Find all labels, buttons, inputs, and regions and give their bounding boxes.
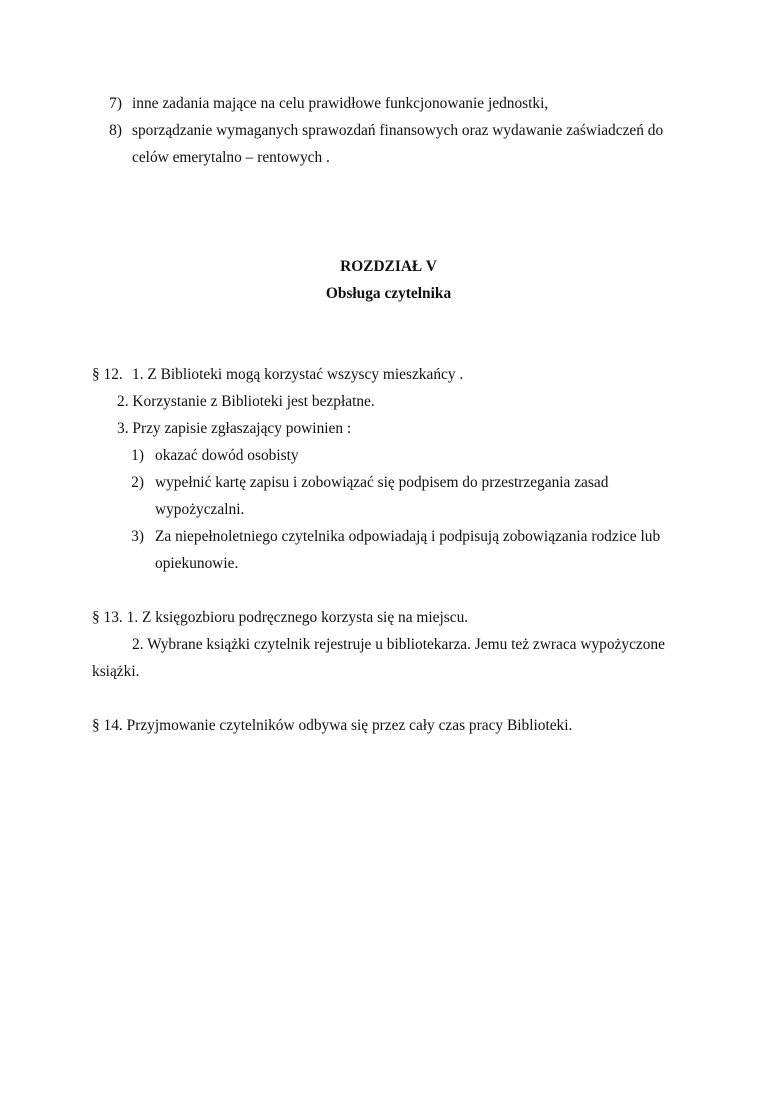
list-number: 7) [109, 95, 122, 112]
list-item-text-continued: celów emerytalno – rentowych . [132, 149, 330, 166]
paragraph: 2. Korzystanie z Biblioteki jest bezpłatne. [117, 393, 375, 410]
list-item-text: okazać dowód osobisty [155, 447, 299, 464]
paragraph: § 14. Przyjmowanie czytelników odbywa się przez cały czas pracy Biblioteki. [92, 717, 573, 734]
list-item-text: Za niepełnoletniego czytelnika odpowiadają i podpisują zobowiązania rodzice lub [155, 528, 661, 545]
paragraph-continued: książki. [92, 663, 140, 680]
list-item-text-continued: wypożyczalni. [155, 501, 245, 518]
chapter-subtitle: Obsługa czytelnika [325, 285, 452, 302]
paragraph: 2. Wybrane książki czytelnik rejestruje u bibliotekarza. Jemu też zwraca wypożyczone [132, 636, 665, 653]
list-number: 2) [131, 474, 144, 491]
chapter-title: ROZDZIAŁ V [340, 258, 437, 275]
list-number: 3) [131, 528, 144, 545]
section-marker: § 12. [92, 366, 123, 383]
paragraph: 3. Przy zapisie zgłaszający powinien : [117, 420, 352, 437]
list-number: 1) [131, 447, 144, 464]
list-item-text: sporządzanie wymaganych sprawozdań finansowych oraz wydawanie zaświadczeń do [132, 122, 664, 139]
list-item-text: inne zadania mające na celu prawidłowe funkcjonowanie jednostki, [132, 95, 549, 112]
list-item-text: wypełnić kartę zapisu i zobowiązać się podpisem do przestrzegania zasad [155, 474, 609, 491]
paragraph: 1. Z Biblioteki mogą korzystać wszyscy mieszkańcy . [132, 366, 464, 383]
paragraph: § 13. 1. Z księgozbioru podręcznego korzysta się na miejscu. [92, 609, 469, 626]
list-item-text-continued: opiekunowie. [155, 555, 239, 572]
list-number: 8) [109, 122, 122, 139]
